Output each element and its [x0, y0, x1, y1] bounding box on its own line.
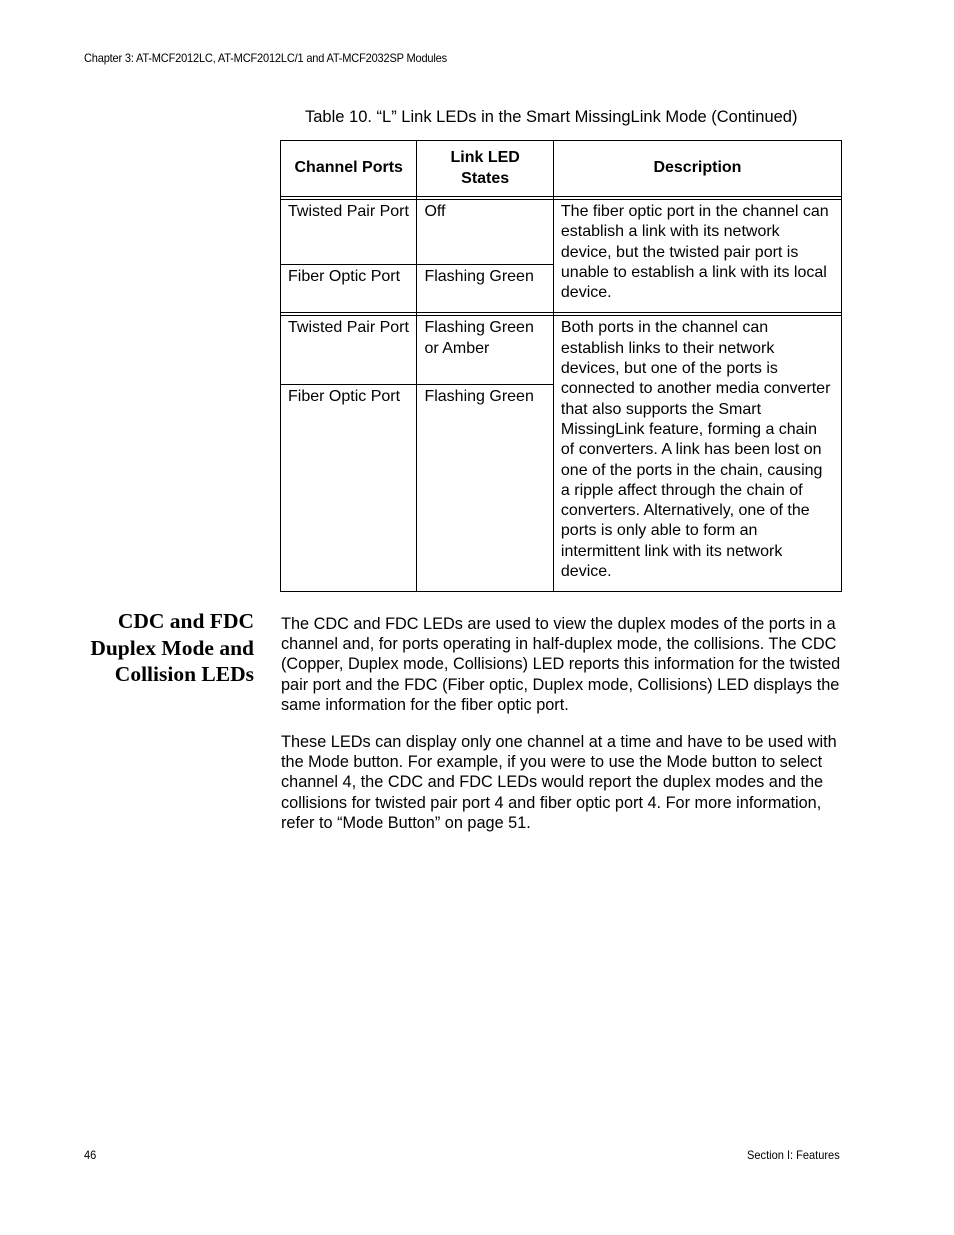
link-led-table [280, 140, 842, 592]
table-row [281, 316, 842, 385]
channel-port-cell: Fiber Optic Port [281, 385, 417, 592]
column-header-channel-ports: Channel Ports [281, 141, 417, 197]
table-header-row [281, 141, 842, 197]
body-paragraph: These LEDs can display only one channel at a time and have to be used with the Mode button. For example, if you were to use the Mode button to select channel 4, the CDC and FDC LEDs would report the duplex modes and the collisions for twisted pair port 4 and fiber optic port 4. For more information, refer to “Mode Button” on page 51. [281, 733, 837, 832]
running-footer: Section I: Features [747, 1148, 840, 1162]
page-number: 46 [84, 1148, 97, 1162]
channel-port-cell: Fiber Optic Port [281, 265, 417, 313]
led-state-cell: Off [417, 200, 553, 265]
running-header: Chapter 3: AT-MCF2012LC, AT-MCF2012LC/1 and AT-MCF2032SP Modules [84, 51, 447, 65]
section-heading: CDC and FDC Duplex Mode and Collision LEDs [90, 609, 254, 686]
table-caption: Table 10. “L” Link LEDs in the Smart MissingLink Mode (Continued) [305, 108, 798, 126]
led-state-cell: Flashing Green [417, 265, 553, 313]
channel-port-cell: Twisted Pair Port [281, 316, 417, 385]
channel-port-cell: Twisted Pair Port [281, 200, 417, 265]
column-header-description: Description [553, 141, 841, 197]
body-paragraph: The CDC and FDC LEDs are used to view the duplex modes of the ports in a channel and, for ports operating in half-duplex mode, the collisions. The CDC (Copper, Duplex mode, Collisions) LED reports this information for the twisted pair port and the FDC (Fiber optic, Duplex mode, Collisions) LED displays the same information for the fiber optic port. [281, 615, 841, 714]
table-row [281, 200, 842, 265]
led-state-cell: Flashing Green or Amber [417, 316, 553, 385]
led-state-cell: Flashing Green [417, 385, 553, 592]
description-cell: Both ports in the channel can establish links to their network devices, but one of the ports is connected to another media converter that also supports the Smart MissingLink feature, forming a chain of converters. A link has been lost on one of the ports in the chain, causing a ripple affect through the chain of converters. Alternatively, one of the ports is only able to form an intermittent link with its network device. [553, 316, 841, 592]
column-header-link-led-states: Link LED States [417, 141, 553, 197]
description-cell: The fiber optic port in the channel can establish a link with its network device, but the twisted pair port is unable to establish a link with its local device. [553, 200, 841, 313]
